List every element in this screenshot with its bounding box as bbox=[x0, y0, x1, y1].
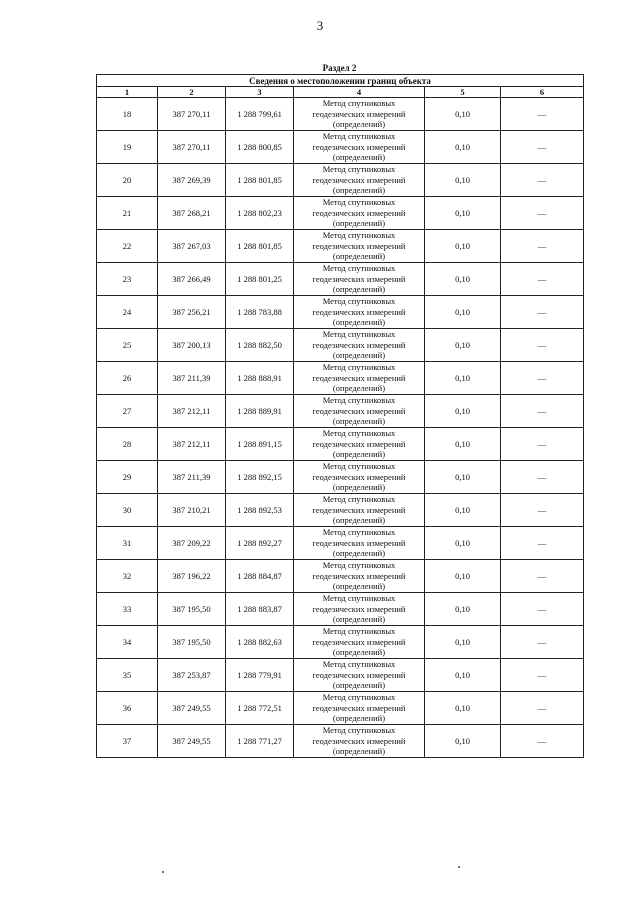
method-line: (определений) bbox=[332, 746, 386, 757]
x-coordinate-cell: 387 195,50 bbox=[158, 593, 226, 626]
method-line: (определений) bbox=[332, 218, 386, 229]
y-coordinate-cell: 1 288 801,85 bbox=[226, 164, 294, 197]
point-number-cell: 19 bbox=[97, 131, 158, 164]
x-coordinate-cell: 387 211,39 bbox=[158, 362, 226, 395]
method-line: Метод спутниковых bbox=[322, 725, 396, 736]
method-line: (определений) bbox=[332, 515, 386, 526]
method-line: геодезических измерений bbox=[312, 306, 406, 317]
point-number-cell: 37 bbox=[97, 725, 158, 758]
method-line: геодезических измерений bbox=[312, 207, 406, 218]
method-cell bbox=[294, 494, 425, 527]
accuracy-cell: 0,10 bbox=[425, 725, 501, 758]
note-cell: — bbox=[501, 428, 584, 461]
method-line: Метод спутниковых bbox=[322, 197, 396, 208]
note-cell: — bbox=[501, 197, 584, 230]
method-line: Метод спутниковых bbox=[322, 164, 396, 175]
point-number-cell: 32 bbox=[97, 560, 158, 593]
x-coordinate-cell: 387 195,50 bbox=[158, 626, 226, 659]
method-cell bbox=[294, 263, 425, 296]
method-line: геодезических измерений bbox=[312, 537, 406, 548]
x-coordinate-cell: 387 196,22 bbox=[158, 560, 226, 593]
method-line: (определений) bbox=[332, 119, 386, 130]
accuracy-cell: 0,10 bbox=[425, 428, 501, 461]
point-number-cell: 22 bbox=[97, 230, 158, 263]
point-number-cell: 27 bbox=[97, 395, 158, 428]
column-header: 2 bbox=[158, 87, 226, 98]
point-number-cell: 35 bbox=[97, 659, 158, 692]
note-cell: — bbox=[501, 329, 584, 362]
method-line: Метод спутниковых bbox=[322, 329, 396, 340]
y-coordinate-cell: 1 288 801,25 bbox=[226, 263, 294, 296]
scan-speck bbox=[162, 871, 164, 873]
accuracy-cell: 0,10 bbox=[425, 461, 501, 494]
accuracy-cell: 0,10 bbox=[425, 164, 501, 197]
table-row bbox=[97, 659, 584, 692]
method-line: Метод спутниковых bbox=[322, 494, 396, 505]
table-row bbox=[97, 593, 584, 626]
boundary-table bbox=[96, 74, 584, 758]
method-line: (определений) bbox=[332, 449, 386, 460]
note-cell: — bbox=[501, 659, 584, 692]
method-line: Метод спутниковых bbox=[322, 527, 396, 538]
table-row bbox=[97, 362, 584, 395]
x-coordinate-cell: 387 270,11 bbox=[158, 98, 226, 131]
note-cell: — bbox=[501, 725, 584, 758]
note-cell: — bbox=[501, 230, 584, 263]
x-coordinate-cell: 387 200,13 bbox=[158, 329, 226, 362]
x-coordinate-cell: 387 212,11 bbox=[158, 395, 226, 428]
point-number-cell: 34 bbox=[97, 626, 158, 659]
accuracy-cell: 0,10 bbox=[425, 593, 501, 626]
method-line: (определений) bbox=[332, 251, 386, 262]
table-caption-row bbox=[97, 75, 584, 87]
note-cell: — bbox=[501, 296, 584, 329]
note-cell: — bbox=[501, 461, 584, 494]
x-coordinate-cell: 387 249,55 bbox=[158, 692, 226, 725]
method-line: геодезических измерений bbox=[312, 141, 406, 152]
y-coordinate-cell: 1 288 779,91 bbox=[226, 659, 294, 692]
method-line: Метод спутниковых bbox=[322, 461, 396, 472]
method-line: (определений) bbox=[332, 482, 386, 493]
x-coordinate-cell: 387 266,49 bbox=[158, 263, 226, 296]
method-line: Метод спутниковых bbox=[322, 560, 396, 571]
accuracy-cell: 0,10 bbox=[425, 659, 501, 692]
accuracy-cell: 0,10 bbox=[425, 296, 501, 329]
table-row bbox=[97, 626, 584, 659]
table-caption: Сведения о местоположении границ объекта bbox=[97, 75, 584, 87]
method-line: Метод спутниковых bbox=[322, 230, 396, 241]
accuracy-cell: 0,10 bbox=[425, 329, 501, 362]
method-line: Метод спутниковых bbox=[322, 131, 396, 142]
x-coordinate-cell: 387 212,11 bbox=[158, 428, 226, 461]
method-line: (определений) bbox=[332, 713, 386, 724]
y-coordinate-cell: 1 288 799,61 bbox=[226, 98, 294, 131]
table-row bbox=[97, 428, 584, 461]
method-line: геодезических измерений bbox=[312, 735, 406, 746]
method-line: (определений) bbox=[332, 581, 386, 592]
column-header: 5 bbox=[425, 87, 501, 98]
method-cell bbox=[294, 230, 425, 263]
accuracy-cell: 0,10 bbox=[425, 527, 501, 560]
method-line: Метод спутниковых bbox=[322, 428, 396, 439]
x-coordinate-cell: 387 268,21 bbox=[158, 197, 226, 230]
accuracy-cell: 0,10 bbox=[425, 626, 501, 659]
x-coordinate-cell: 387 211,39 bbox=[158, 461, 226, 494]
method-cell bbox=[294, 527, 425, 560]
method-cell bbox=[294, 461, 425, 494]
method-line: геодезических измерений bbox=[312, 405, 406, 416]
y-coordinate-cell: 1 288 891,15 bbox=[226, 428, 294, 461]
y-coordinate-cell: 1 288 882,63 bbox=[226, 626, 294, 659]
note-cell: — bbox=[501, 626, 584, 659]
method-line: геодезических измерений bbox=[312, 504, 406, 515]
table-row bbox=[97, 560, 584, 593]
x-coordinate-cell: 387 249,55 bbox=[158, 725, 226, 758]
table-row bbox=[97, 395, 584, 428]
method-cell bbox=[294, 197, 425, 230]
method-line: геодезических измерений bbox=[312, 702, 406, 713]
table-row bbox=[97, 527, 584, 560]
method-line: Метод спутниковых bbox=[322, 692, 396, 703]
method-line: (определений) bbox=[332, 284, 386, 295]
table-row bbox=[97, 197, 584, 230]
y-coordinate-cell: 1 288 889,91 bbox=[226, 395, 294, 428]
method-cell bbox=[294, 296, 425, 329]
table-row bbox=[97, 230, 584, 263]
column-header: 6 bbox=[501, 87, 584, 98]
method-line: Метод спутниковых bbox=[322, 395, 396, 406]
method-cell bbox=[294, 98, 425, 131]
note-cell: — bbox=[501, 692, 584, 725]
y-coordinate-cell: 1 288 783,88 bbox=[226, 296, 294, 329]
y-coordinate-cell: 1 288 800,85 bbox=[226, 131, 294, 164]
point-number-cell: 23 bbox=[97, 263, 158, 296]
method-line: Метод спутниковых bbox=[322, 263, 396, 274]
table-row bbox=[97, 98, 584, 131]
point-number-cell: 33 bbox=[97, 593, 158, 626]
y-coordinate-cell: 1 288 892,27 bbox=[226, 527, 294, 560]
x-coordinate-cell: 387 256,21 bbox=[158, 296, 226, 329]
point-number-cell: 31 bbox=[97, 527, 158, 560]
x-coordinate-cell: 387 253,87 bbox=[158, 659, 226, 692]
note-cell: — bbox=[501, 362, 584, 395]
y-coordinate-cell: 1 288 892,53 bbox=[226, 494, 294, 527]
accuracy-cell: 0,10 bbox=[425, 263, 501, 296]
method-line: (определений) bbox=[332, 416, 386, 427]
table-row bbox=[97, 461, 584, 494]
method-line: (определений) bbox=[332, 152, 386, 163]
y-coordinate-cell: 1 288 883,87 bbox=[226, 593, 294, 626]
method-line: геодезических измерений bbox=[312, 339, 406, 350]
table-row bbox=[97, 296, 584, 329]
method-cell bbox=[294, 593, 425, 626]
method-cell bbox=[294, 362, 425, 395]
note-cell: — bbox=[501, 263, 584, 296]
method-line: геодезических измерений bbox=[312, 636, 406, 647]
point-number-cell: 29 bbox=[97, 461, 158, 494]
y-coordinate-cell: 1 288 888,91 bbox=[226, 362, 294, 395]
accuracy-cell: 0,10 bbox=[425, 131, 501, 164]
method-line: Метод спутниковых bbox=[322, 362, 396, 373]
table-row bbox=[97, 131, 584, 164]
x-coordinate-cell: 387 267,03 bbox=[158, 230, 226, 263]
x-coordinate-cell: 387 209,22 bbox=[158, 527, 226, 560]
page-number: 3 bbox=[316, 18, 324, 33]
y-coordinate-cell: 1 288 802,23 bbox=[226, 197, 294, 230]
method-cell bbox=[294, 428, 425, 461]
note-cell: — bbox=[501, 164, 584, 197]
table-row bbox=[97, 329, 584, 362]
method-cell bbox=[294, 329, 425, 362]
accuracy-cell: 0,10 bbox=[425, 98, 501, 131]
x-coordinate-cell: 387 269,39 bbox=[158, 164, 226, 197]
method-line: (определений) bbox=[332, 680, 386, 691]
method-line: (определений) bbox=[332, 317, 386, 328]
method-line: (определений) bbox=[332, 350, 386, 361]
point-number-cell: 30 bbox=[97, 494, 158, 527]
method-cell bbox=[294, 560, 425, 593]
column-header: 4 bbox=[294, 87, 425, 98]
column-header: 1 bbox=[97, 87, 158, 98]
method-line: геодезических измерений bbox=[312, 669, 406, 680]
point-number-cell: 26 bbox=[97, 362, 158, 395]
point-number-cell: 25 bbox=[97, 329, 158, 362]
table-row bbox=[97, 725, 584, 758]
note-cell: — bbox=[501, 560, 584, 593]
method-line: геодезических измерений bbox=[312, 174, 406, 185]
method-line: (определений) bbox=[332, 548, 386, 559]
method-line: Метод спутниковых bbox=[322, 98, 396, 109]
column-header-row bbox=[97, 87, 584, 98]
method-cell bbox=[294, 659, 425, 692]
method-line: геодезических измерений bbox=[312, 372, 406, 383]
accuracy-cell: 0,10 bbox=[425, 197, 501, 230]
method-line: геодезических измерений bbox=[312, 273, 406, 284]
scan-speck bbox=[458, 866, 460, 868]
method-line: (определений) bbox=[332, 185, 386, 196]
table-row bbox=[97, 494, 584, 527]
accuracy-cell: 0,10 bbox=[425, 692, 501, 725]
point-number-cell: 28 bbox=[97, 428, 158, 461]
method-line: (определений) bbox=[332, 614, 386, 625]
method-line: геодезических измерений bbox=[312, 438, 406, 449]
accuracy-cell: 0,10 bbox=[425, 560, 501, 593]
note-cell: — bbox=[501, 395, 584, 428]
method-cell bbox=[294, 725, 425, 758]
y-coordinate-cell: 1 288 884,87 bbox=[226, 560, 294, 593]
column-header: 3 bbox=[226, 87, 294, 98]
method-line: Метод спутниковых bbox=[322, 593, 396, 604]
method-line: Метод спутниковых bbox=[322, 626, 396, 637]
section-title: Раздел 2 bbox=[322, 63, 357, 73]
accuracy-cell: 0,10 bbox=[425, 230, 501, 263]
method-cell bbox=[294, 131, 425, 164]
y-coordinate-cell: 1 288 882,50 bbox=[226, 329, 294, 362]
table-row bbox=[97, 263, 584, 296]
point-number-cell: 20 bbox=[97, 164, 158, 197]
accuracy-cell: 0,10 bbox=[425, 494, 501, 527]
point-number-cell: 21 bbox=[97, 197, 158, 230]
method-line: геодезических измерений bbox=[312, 570, 406, 581]
method-line: геодезических измерений bbox=[312, 471, 406, 482]
x-coordinate-cell: 387 210,21 bbox=[158, 494, 226, 527]
method-line: геодезических измерений bbox=[312, 108, 406, 119]
point-number-cell: 24 bbox=[97, 296, 158, 329]
accuracy-cell: 0,10 bbox=[425, 395, 501, 428]
method-line: геодезических измерений bbox=[312, 240, 406, 251]
method-line: Метод спутниковых bbox=[322, 659, 396, 670]
point-number-cell: 36 bbox=[97, 692, 158, 725]
method-line: (определений) bbox=[332, 647, 386, 658]
method-line: геодезических измерений bbox=[312, 603, 406, 614]
table-body bbox=[97, 75, 584, 758]
note-cell: — bbox=[501, 131, 584, 164]
y-coordinate-cell: 1 288 892,15 bbox=[226, 461, 294, 494]
method-cell bbox=[294, 626, 425, 659]
method-cell bbox=[294, 692, 425, 725]
x-coordinate-cell: 387 270,11 bbox=[158, 131, 226, 164]
y-coordinate-cell: 1 288 771,27 bbox=[226, 725, 294, 758]
method-cell bbox=[294, 164, 425, 197]
method-line: Метод спутниковых bbox=[322, 296, 396, 307]
note-cell: — bbox=[501, 593, 584, 626]
note-cell: — bbox=[501, 98, 584, 131]
table-row bbox=[97, 692, 584, 725]
method-line: (определений) bbox=[332, 383, 386, 394]
note-cell: — bbox=[501, 494, 584, 527]
y-coordinate-cell: 1 288 801,85 bbox=[226, 230, 294, 263]
y-coordinate-cell: 1 288 772,51 bbox=[226, 692, 294, 725]
point-number-cell: 18 bbox=[97, 98, 158, 131]
table-row bbox=[97, 164, 584, 197]
method-cell bbox=[294, 395, 425, 428]
note-cell: — bbox=[501, 527, 584, 560]
accuracy-cell: 0,10 bbox=[425, 362, 501, 395]
